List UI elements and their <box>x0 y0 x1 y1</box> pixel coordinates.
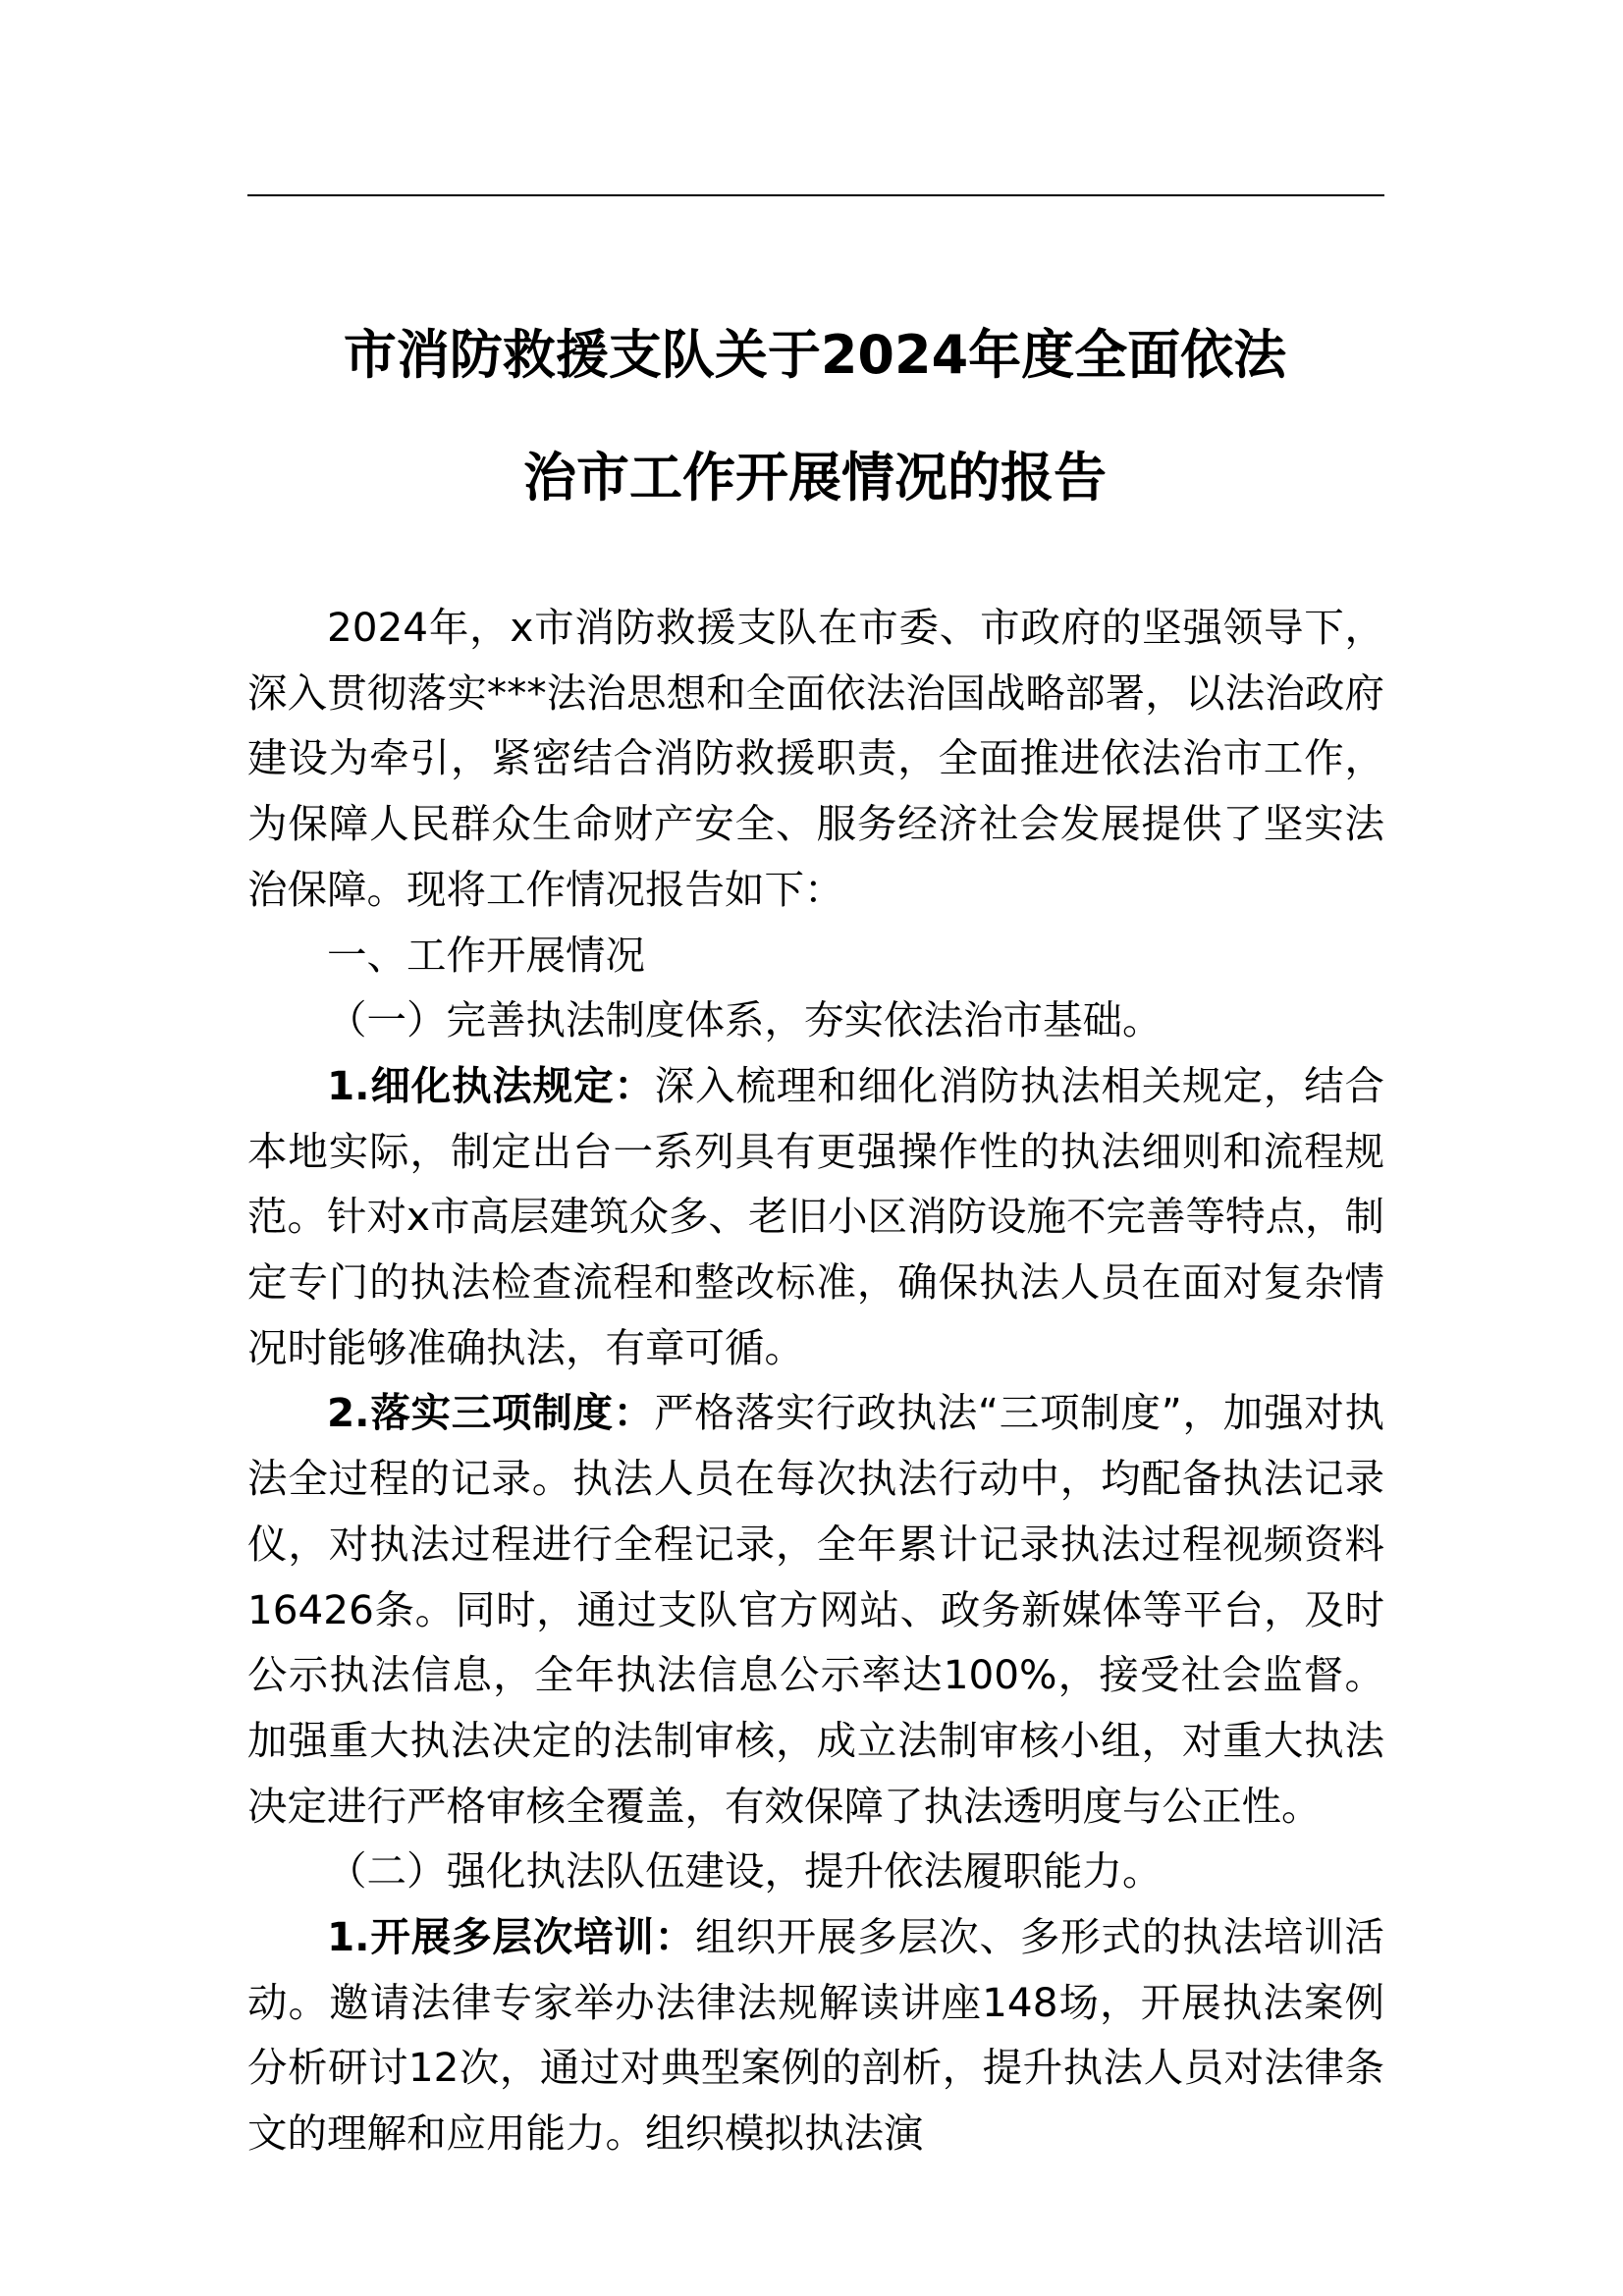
paragraph-text: 一、工作开展情况 <box>327 931 645 979</box>
paragraph-text: 深入梳理和细化消防执法相关规定，结合本地实际，制定出台一系列具有更强操作性的执法细则和流程规范。针对x市高层建筑众多、老旧小区消防设施不完善等特点，制定专门的执法检查流程和整改标准，确保执法人员在面对复杂情况时能够准确执法，有章可循。 <box>247 1061 1384 1371</box>
paragraph-item <box>247 1053 1384 1381</box>
title-line-2: 治市工作开展情况的报告 <box>523 447 1107 508</box>
paragraph-lead: 2.落实三项制度： <box>327 1389 655 1437</box>
paragraph-item <box>247 1904 1384 2166</box>
subsection-heading-2 <box>247 1839 1384 1904</box>
paragraph-text: 组织开展多层次、多形式的执法培训活动。邀请法律专家举办法律法规解读讲座148场，开展执法案例分析研讨12次，通过对典型案例的剖析，提升执法人员对法律条文的理解和应用能力。组织模拟执法演 <box>247 1913 1384 2158</box>
paragraph-item <box>247 1380 1384 1839</box>
report-body <box>247 595 1384 2166</box>
subsection-heading-1 <box>247 988 1384 1053</box>
paragraph-lead: 1.细化执法规定： <box>327 1061 655 1109</box>
paragraph-intro <box>247 595 1384 923</box>
paragraph-text: （一）完善执法制度体系，夯实依法治市基础。 <box>327 996 1163 1044</box>
title-line-1: 市消防救援支队关于2024年度全面依法 <box>343 324 1287 386</box>
paragraph-text: 2024年，x市消防救援支队在市委、市政府的坚强领导下，深入贯彻落实***法治思想和全面依法治国战略部署，以法治政府建设为牵引，紧密结合消防救援职责，全面推进依法治市工作，为保障人民群众生命财产安全、服务经济社会发展提供了坚实法治保障。现将工作情况报告如下： <box>247 604 1384 913</box>
section-heading-1 <box>247 923 1384 988</box>
paragraph-text: （二）强化执法队伍建设，提升依法履职能力。 <box>327 1847 1163 1896</box>
paragraph-lead: 1.开展多层次培训： <box>327 1913 696 1961</box>
paragraph-text: 严格落实行政执法“三项制度”，加强对执法全过程的记录。执法人员在每次执法行动中，均配备执法记录仪，对执法过程进行全程记录，全年累计记录执法过程视频资料16426条。同时，通过支队官方网站、政务新媒体等平台，及时公示执法信息，全年执法信息公示率达100%，接受社会监督。加强重大执法决定的法制审核，成立法制审核小组，对重大执法决定进行严格审核全覆盖，有效保障了执法透明度与公正性。 <box>247 1389 1384 1830</box>
header-rule <box>247 194 1384 196</box>
